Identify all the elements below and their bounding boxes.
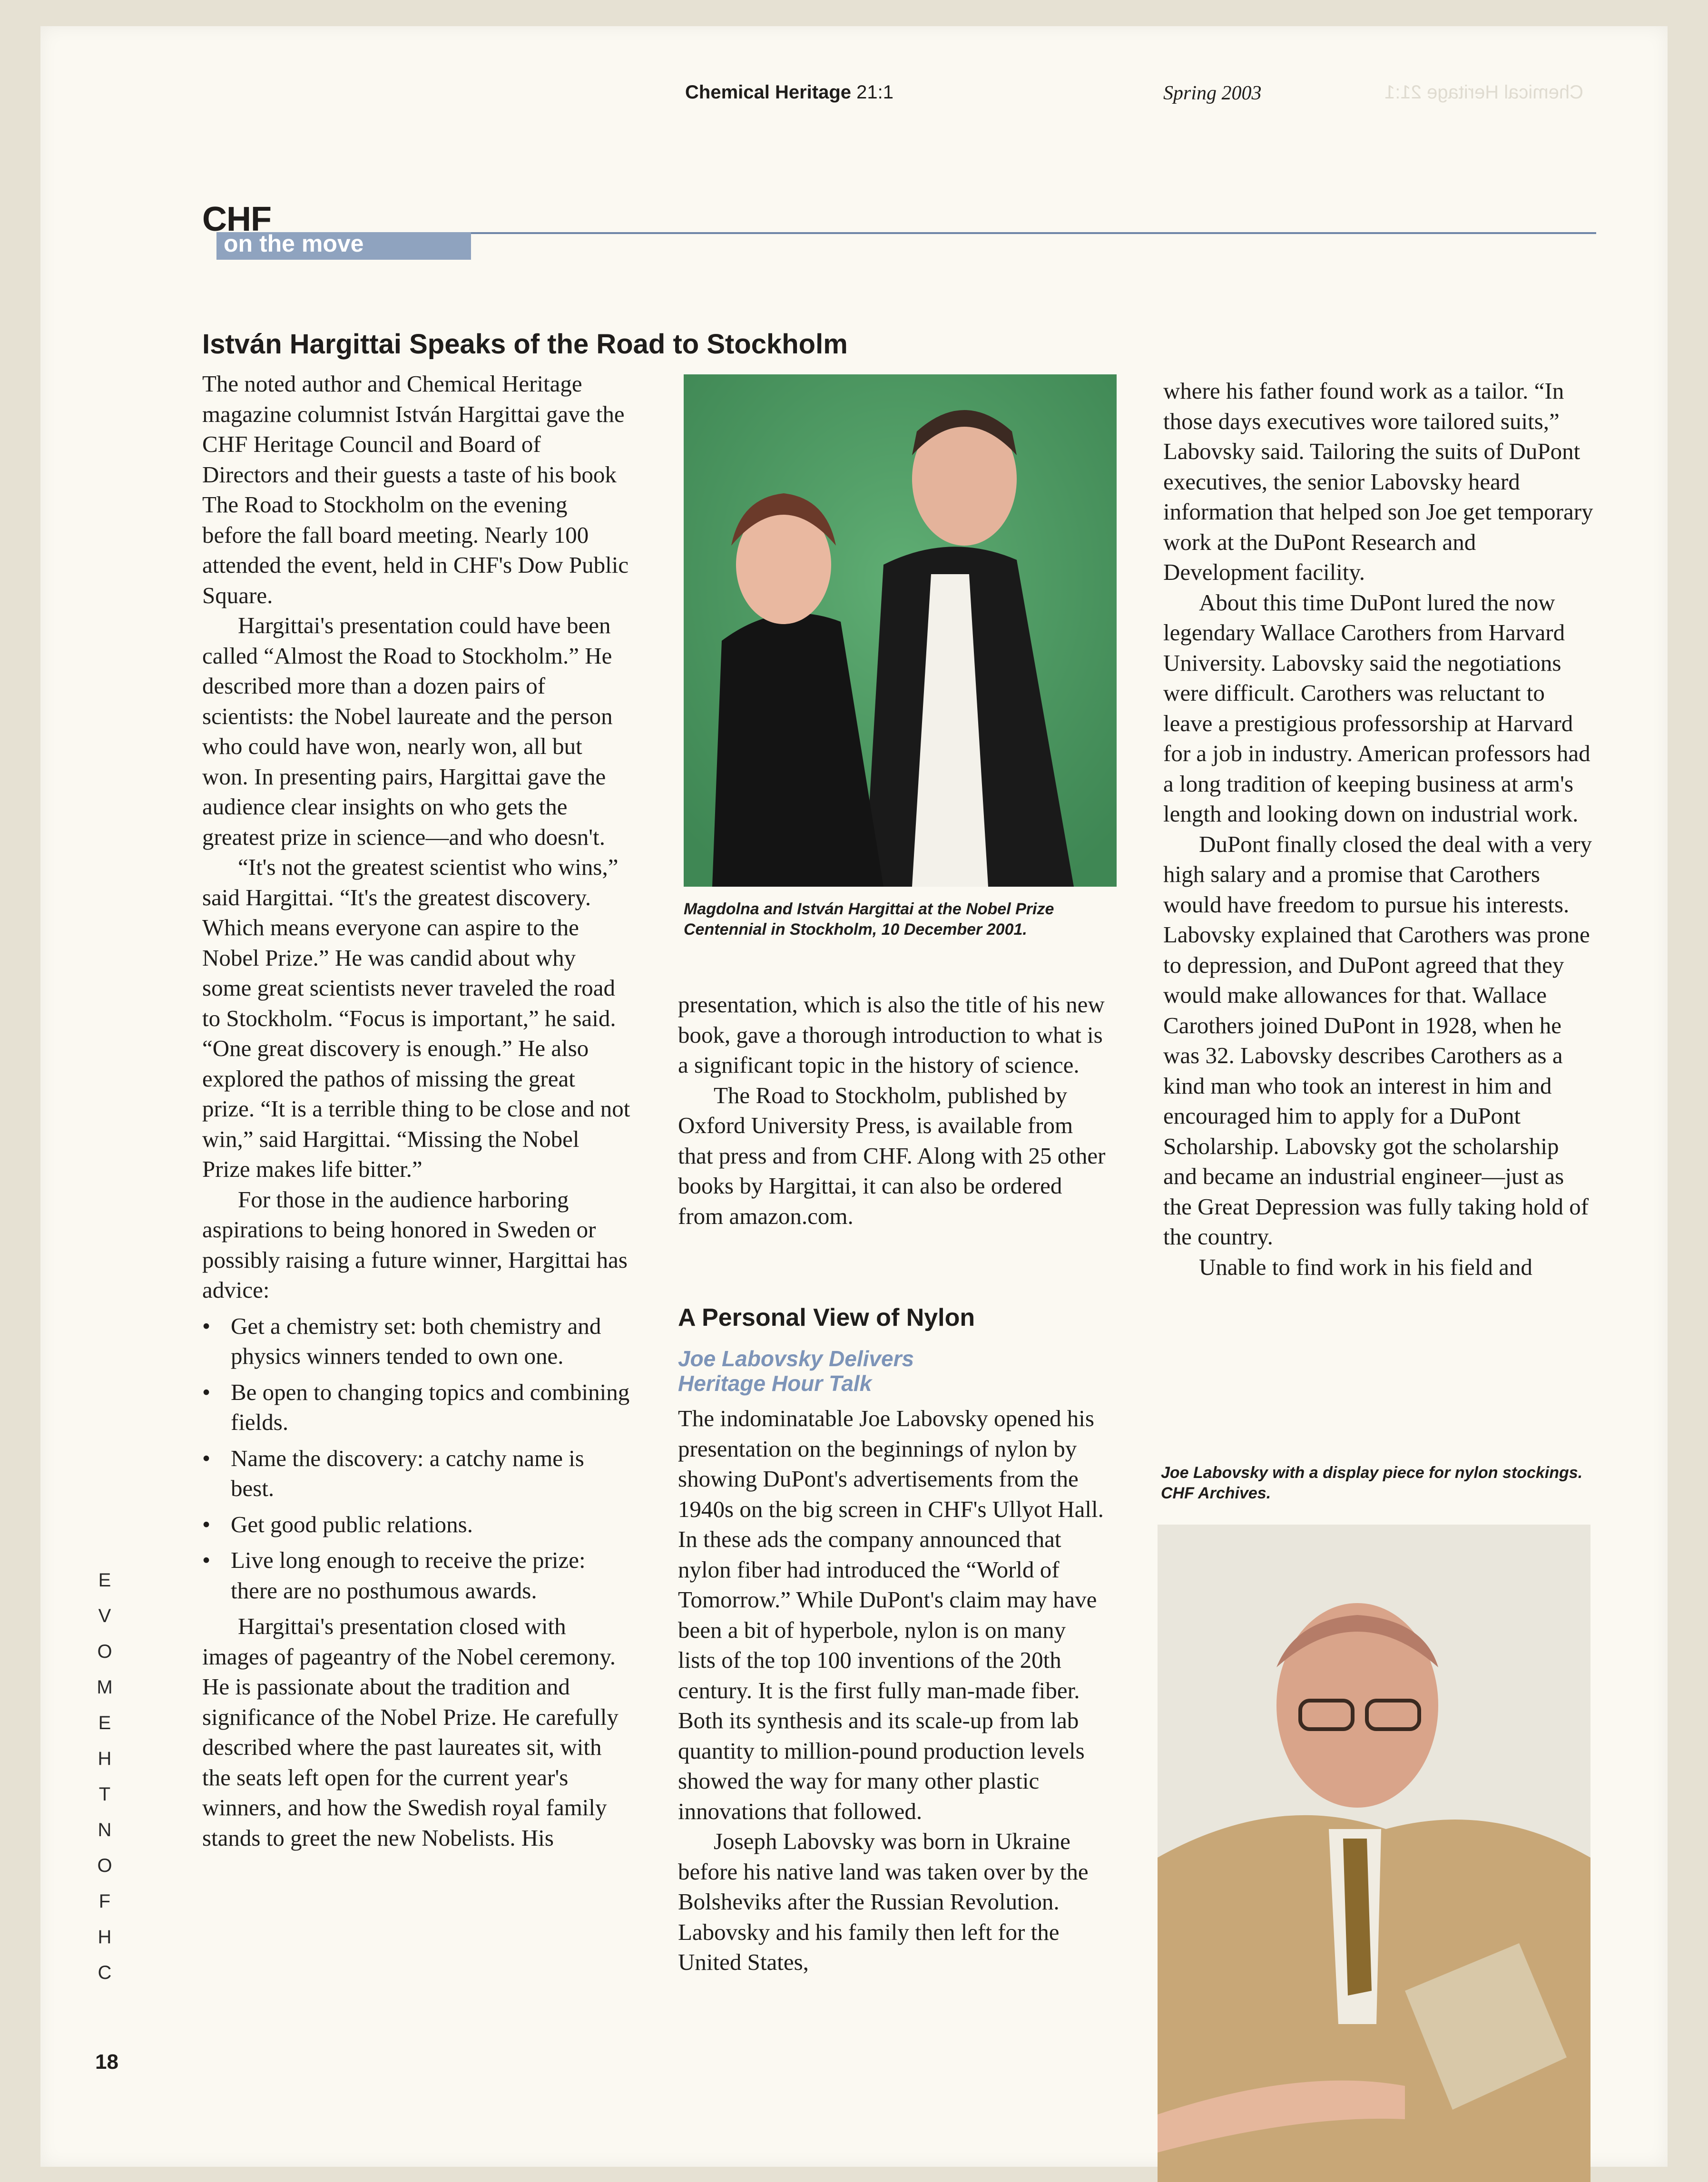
article-column-2 bbox=[678, 989, 1106, 1231]
article-column-3 bbox=[1163, 376, 1596, 1282]
advice-item: • Name the discovery: a catchy name is best. bbox=[202, 1443, 630, 1504]
bleedthrough-header: Chemical Heritage 21:1 bbox=[1384, 82, 1583, 103]
sidebar-letter: C bbox=[98, 1962, 112, 1983]
article-deck: Joe Labovsky Delivers Heritage Hour Talk bbox=[678, 1346, 914, 1396]
advice-item: • Get a chemistry set: both chemistry and physics winners tended to own one. bbox=[202, 1311, 630, 1371]
advice-list bbox=[202, 1311, 630, 1606]
photo-caption: Joe Labovsky with a display piece for nylon stockings. CHF Archives. bbox=[1161, 1464, 1583, 1502]
article-headline: István Hargittai Speaks of the Road to Stockholm bbox=[202, 329, 848, 360]
sidebar-letter: M bbox=[97, 1677, 113, 1698]
article-headline: A Personal View of Nylon bbox=[678, 1304, 975, 1331]
sidebar-letter: H bbox=[98, 1748, 112, 1769]
sidebar-letter: O bbox=[97, 1855, 112, 1876]
sidebar-letter: E bbox=[98, 1712, 111, 1733]
running-header-journal: Chemical Heritage 21:1 bbox=[685, 82, 894, 103]
page-number: 18 bbox=[95, 2050, 118, 2074]
body-paragraph: About this time DuPont lured the now legendary Wallace Carothers from Harvard University. Labovsky said the negotiations were difficult. Carothers was reluctant to leave a prestigious professorship at Harvard for a job in industry. American professors had a long tradition of keeping business at arm's length and looking down on industrial work. bbox=[1163, 589, 1590, 827]
body-paragraph: For those in the audience harboring aspirations to being honored in Sweden or possibly raising a future winner, Hargittai has advice: bbox=[202, 1186, 628, 1303]
sidebar-letter: O bbox=[97, 1641, 112, 1662]
body-paragraph: Hargittai's presentation could have been called “Almost the Road to Stockholm.” He described more than a dozen pairs of scientists: the Nobel laureate and the person who could have won, nearly won, all but won. In presenting pairs, Hargittai gave the audience clear insights on who gets the greatest prize in science—and who doesn't. bbox=[202, 612, 613, 850]
body-paragraph: The noted author and Chemical Heritage magazine columnist István Hargittai gave the CHF Heritage Council and Board of Directors and their guests a taste of his book The Road to Stockholm on the evening before the fall board meeting. Nearly 100 attended the event, held in CHF's Dow Public Square. bbox=[202, 371, 629, 608]
sidebar-letter: E bbox=[98, 1570, 111, 1591]
hargittai-photo bbox=[684, 374, 1117, 887]
section-logo-title: CHF bbox=[202, 200, 271, 238]
body-paragraph: Unable to find work in his field and bbox=[1199, 1253, 1532, 1280]
sidebar-letter: N bbox=[98, 1820, 112, 1840]
section-logo-subtitle: on the move bbox=[224, 230, 364, 257]
body-paragraph: “It's not the greatest scientist who wins,” said Hargittai. “It's the greatest discovery. Which means everyone can aspire to the Nobel Prize.” He was candid about why some great scientists never traveled the road to Stockholm. “Focus is important,” he said. “One great discovery is enough.” He also explored the pathos of missing the great prize. “It is a terrible thing to be close and not win,” said Hargittai. “Missing the Nobel Prize makes life bitter.” bbox=[202, 854, 630, 1182]
body-paragraph: presentation, which is also the title of his new book, gave a thorough introduction to what is a significant topic in the history of science. bbox=[678, 991, 1105, 1078]
article-column-2b bbox=[678, 1403, 1106, 1977]
advice-item: • Live long enough to receive the prize: there are no posthumous awards. bbox=[202, 1545, 630, 1605]
advice-item: • Get good public relations. bbox=[202, 1509, 630, 1540]
sidebar-letter: T bbox=[98, 1784, 111, 1805]
body-paragraph: The Road to Stockholm, published by Oxford University Press, is available from that press and from CHF. Along with 25 other books by Hargittai, it can also be ordered from amazon.com. bbox=[678, 1082, 1106, 1229]
sidebar-letter: V bbox=[98, 1605, 111, 1626]
sidebar-letter: F bbox=[98, 1891, 111, 1912]
advice-item: • Be open to changing topics and combining fields. bbox=[202, 1377, 630, 1438]
article-column-1 bbox=[202, 369, 630, 1853]
body-paragraph: Joseph Labovsky was born in Ukraine before his native land was taken over by the Bolsheviks after the Russian Revolution. Labovsky and his family then left for the United States, bbox=[678, 1828, 1089, 1975]
running-header-season: Spring 2003 bbox=[1163, 82, 1262, 104]
body-paragraph: DuPont finally closed the deal with a very high salary and a promise that Carothers would have freedom to pursue his interests. Labovsky explained that Carothers was prone to depression, and DuPont agreed that they would make allowances for that. Wallace Carothers joined DuPont in 1928, when he was 32. Labovsky describes Carothers as a kind man who took an interest in him and encouraged him to apply for a DuPont Scholarship. Labovsky got the scholarship and became an industrial engineer—just as the Great Depression was fully taking hold of the country. bbox=[1163, 831, 1592, 1250]
labovsky-photo bbox=[1158, 1525, 1590, 2182]
sidebar-letter: H bbox=[98, 1927, 112, 1947]
photo-caption: Magdolna and István Hargittai at the Nobel Prize Centennial in Stockholm, 10 December 2001. bbox=[684, 900, 1054, 939]
body-paragraph: The indominatable Joe Labovsky opened his presentation on the beginnings of nylon by showing DuPont's advertisements from the 1940s on the big screen in CHF's Ullyot Hall. In these ads the company announced that nylon fiber had introduced the “World of Tomorrow.” While DuPont's claim may have been a bit of hyperbole, nylon is on many lists of the top 100 inventions of the 20th century. It is the first fully man-made fiber. Both its synthesis and its scale-up from lab quantity to million-pound production levels showed the way for many other plastic innovations that followed. bbox=[678, 1405, 1104, 1824]
body-paragraph: where his father found work as a tailor. “In those days executives wore tailored suits,” Labovsky said. Tailoring the suits of DuPont executives, the senior Labovsky heard information that helped son Joe get temporary work at the DuPont Research and Development facility. bbox=[1163, 378, 1593, 585]
body-paragraph: Hargittai's presentation closed with images of pageantry of the Nobel ceremony. He is passionate about the tradition and significance of the Nobel Prize. He carefully described where the past laureates sit, with the seats left open for the current year's winners, and how the Swedish royal family stands to greet the new Nobelists. His bbox=[202, 1613, 618, 1851]
vertical-section-label bbox=[90, 1570, 119, 1998]
